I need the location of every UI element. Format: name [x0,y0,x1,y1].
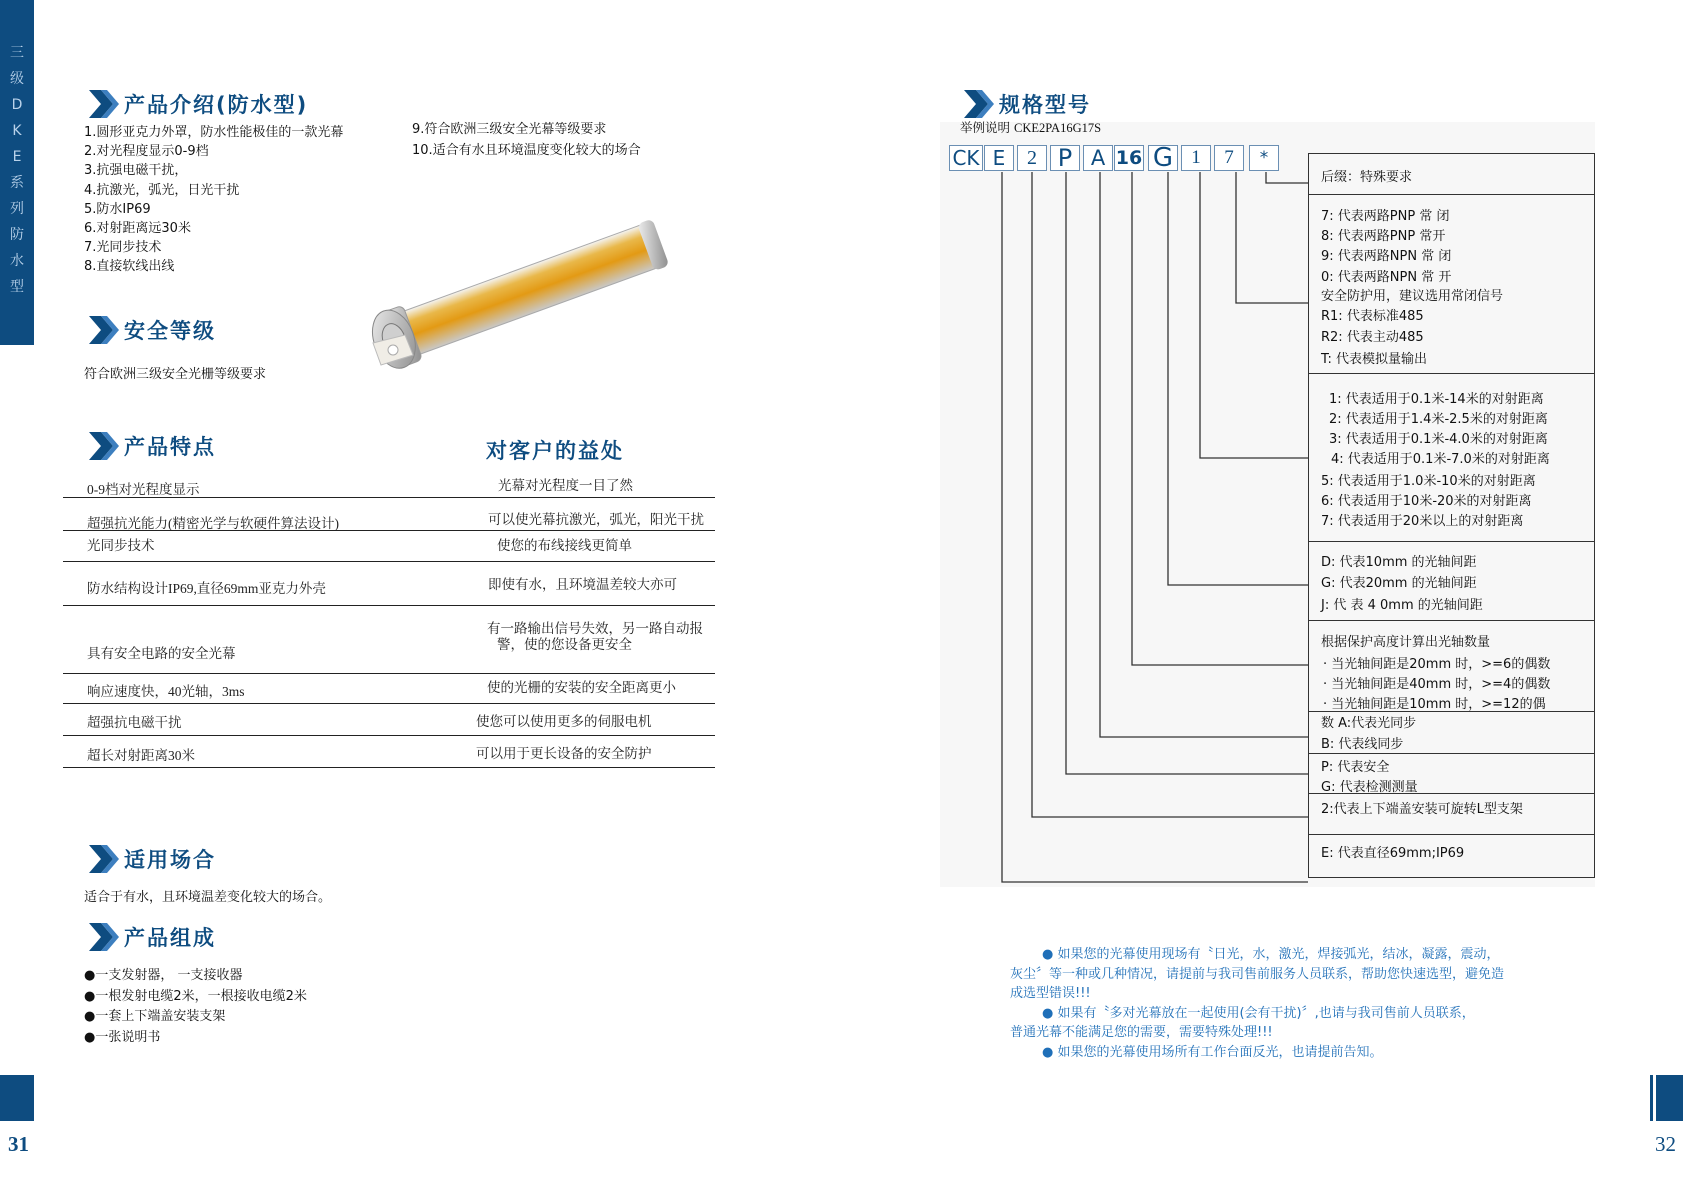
spec-example: 举例说明 CKE2PA16G17S [960,120,1102,135]
spec-box-diameter: E: 代表直径69mm;IP69 [1308,834,1595,878]
code-part-ck: CK [949,145,983,171]
code-part-2: 2 [1017,145,1047,171]
code-part-a: A [1083,145,1113,171]
corner-bar-right [1656,1075,1683,1121]
application-text: 适合于有水，且环境温差变化较大的场合。 [84,890,332,905]
code-part-suffix: * [1249,145,1279,171]
code-part-p: P [1050,145,1080,171]
application-title: 适用场合 [87,843,216,875]
spec-box-bracket: 2:代表上下端盖安装可旋转L型支架 [1308,793,1595,835]
page-number-left: 31 [8,1132,29,1156]
code-part-7: 7 [1214,145,1244,171]
page-number-right: 32 [1655,1132,1676,1156]
spec-box-ptype: P: 代表安全 G: 代表检测测量 [1308,753,1595,794]
corner-bar-right-line [1650,1075,1653,1121]
code-part-1: 1 [1181,145,1211,171]
table-row: 防水结构设计IP69,直径69mm亚克力外壳 即使有水，且环境温差较大亦可 [63,562,715,606]
table-row: 光同步技术 使您的布线接线更简单 [63,531,715,562]
code-part-e: E [984,145,1014,171]
composition-list: ●一支发射器， 一支接收器 ●一根发射电缆2米，一根接收电缆2米 ●一套上下端盖安装支架 ●一张说明书 [84,968,307,1045]
intro-list-2: 9.符合欧洲三级安全光幕等级要求 10.适合有水且环境温度变化较大的场合 [412,122,641,158]
features-title: 产品特点 [87,430,216,462]
code-part-16: 16 [1115,147,1143,169]
side-tab-title: 三 级 D K E 系 列 防 水 型 [10,45,24,295]
spec-box-distance: 1: 代表适用于0.1米-14米的对射距离 2: 代表适用于1.4米-2.5米的对射距离 3: 代表适用于0.1米-4.0米的对射距离 4: 代表适用于0.1米-7.0米的对射距离 5: 代表适用于1.0米-10米的对射距离 6: 代表适用于10米-20米的对射距离 7: 代表适用于20米以上的对射距离 [1308,373,1595,542]
spec-box-spacing: D: 代表10mm 的光轴间距 G: 代表20mm 的光轴间距 J: 代 表 4 0mm 的光轴间距 [1308,541,1595,621]
spec-box-axis: 根据保护高度计算出光轴数量 · 当光轴间距是20mm 时，>=6的偶数 · 当光轴间距是40mm 时，>=4的偶数 · 当光轴间距是10mm 时，>=12的偶 [1308,620,1595,712]
spec-box-suffix: 后缀：特殊要求 [1308,153,1595,195]
table-row: 0-9档对光程度显示 光幕对光程度一目了然 [63,470,715,498]
spec-box-sync: 数 A:代表光同步 B: 代表线同步 [1308,711,1595,754]
notes: ● 如果您的光幕使用现场有〝日光，水，激光，焊接弧光，结冰，凝露，震动， 灰尘〞等一种或几种情况，请提前与我司售前服务人员联系，帮助您快速选型，避免造 成选型错误!!! ● 如果有〝多对光幕放在一起使用(会有干扰)〞,也请与我司售前人员联系， 普通光幕不能满足您的需要，需要特殊处理!!! ● 如果您的光幕使用场所有工作台面反光，也请提前告知。 [1010,947,1505,1060]
benefit-title: 对客户的益处 [486,439,624,463]
table-row: 响应速度快，40光轴，3ms 使的光栅的安装的安全距离更小 [63,674,715,704]
spec-title: 规格型号 [962,88,1091,120]
code-part-g: G [1148,145,1178,171]
table-row: 超强抗光能力(精密光学与软硬件算法设计) 可以使光幕抗激光，弧光，阳光干扰 [63,498,715,531]
intro-title: 产品介绍(防水型) [87,88,308,120]
table-row: 具有安全电路的安全光幕 有一路输出信号失效，另一路自动报 警，使的您设备更安全 [63,606,715,674]
safety-title: 安全等级 [87,314,216,346]
table-row: 超强抗电磁干扰 使您可以使用更多的伺服电机 [63,704,715,736]
safety-text: 符合欧洲三级安全光栅等级要求 [84,367,267,382]
spec-box-output: 7: 代表两路PNP 常 闭 8: 代表两路PNP 常开 9: 代表两路NPN 常 闭 0: 代表两路NPN 常 开 安全防护用，建议选用常闭信号 R1: 代表标准485 R2: 代表主动485 T: 代表模拟量输出 [1308,194,1595,374]
intro-list-1: 1.圆形亚克力外罩，防水性能极佳的一款光幕 2.对光程度显示0-9档 3.抗强电磁干扰， 4.抗激光，弧光，日光干扰 5.防水IP69 6.对射距离远30米 7.光同步技术 8.直接软线出线 [84,125,344,275]
table-row: 超长对射距离30米 可以用于更长设备的安全防护 [63,736,715,768]
composition-title: 产品组成 [87,921,216,953]
